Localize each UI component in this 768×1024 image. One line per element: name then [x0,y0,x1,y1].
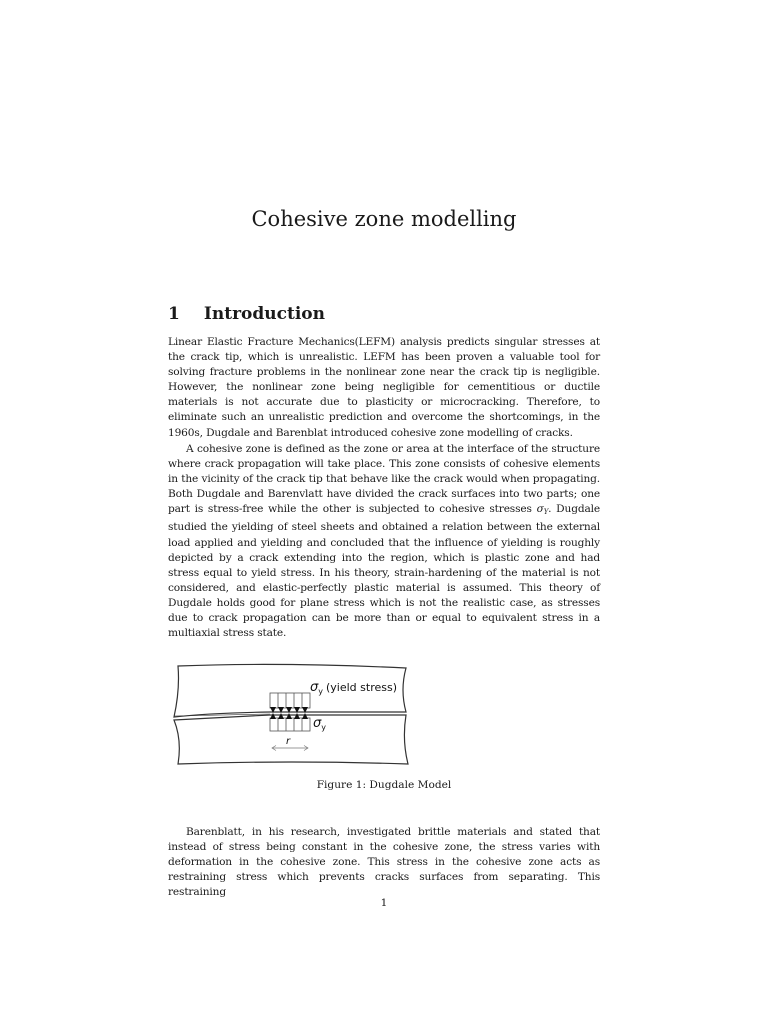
plate-lower-outline [174,715,408,764]
paragraph-cohesive-zone [168,442,600,641]
paragraph-cohesive-zone-part2: . Dugdale studied the yielding of steel sheets and obtained a relation between the external load applied and yielding and concluded that the influence of yielding is roughly depicted by a crack extending into the region, which is plastic zone and had stress equal to yield stress. In his theory, strain-hardening of the material is not considered, and elastic-perfectly plastic material is assumed. This theory of Dugdale holds good for plane stress which is not the realistic case, as stresses due to crack propagation can be more than or equal to equivalent stress in a multiaxial stress state. [168,503,600,640]
inline-sigma-symbol: σ [536,503,544,516]
section-number: 1 [168,304,180,324]
dugdale-model-figure [170,660,414,770]
inline-sigma-subscript: Y [543,508,549,517]
section-heading [168,302,325,326]
figure-caption: Figure 1: Dugdale Model [316,779,452,791]
paragraph-lefm: Linear Elastic Fracture Mechanics(LEFM) analysis predicts singular stresses at the crack tip, which is unrealistic. LEFM has been proven a valuable tool for solving fracture problems in the nonlinear zone near the crack tip is negligible. However, the nonlinear zone being negligible for cementitious or ductile materials is not accurate due to plasticity or microcracking. Therefore, to eliminate such an unrealistic prediction and overcome the shortcomings, in the 1960s, Dugdale and Barenblat introduced cohesive zone modelling of cracks. [168,336,600,439]
r-label: r [285,736,291,747]
section-title: Introduction [203,304,325,324]
sigma-lower-label: $\sigma_y$ [313,716,326,732]
paragraph-cohesive-zone-part1: A cohesive zone is defined as the zone or area at the interface of the structure where crack propagation will take place. This zone consists of cohesive elements in the vicinity of the crack tip that behave like the crack would when propagating. Both Dugdale and Barenvlatt have divided the crack surfaces into two parts; one part is stress-free while the other is subjected to cohesive stresses [168,443,600,516]
sigma-yield-label: $\sigma_y$ $^{(yield stress)}$ [310,680,397,696]
document-title: Cohesive zone modelling [251,207,517,231]
page-number: 1 [380,897,388,909]
paragraph-barenblatt: Barenblatt, in his research, investigated brittle materials and stated that instead of stress being constant in the cohesive zone, the stress varies with deformation in the cohesive zone. This stress in the cohesive zone acts as restraining stress which prevents cracks surfaces from separating. This restraining [168,826,600,899]
